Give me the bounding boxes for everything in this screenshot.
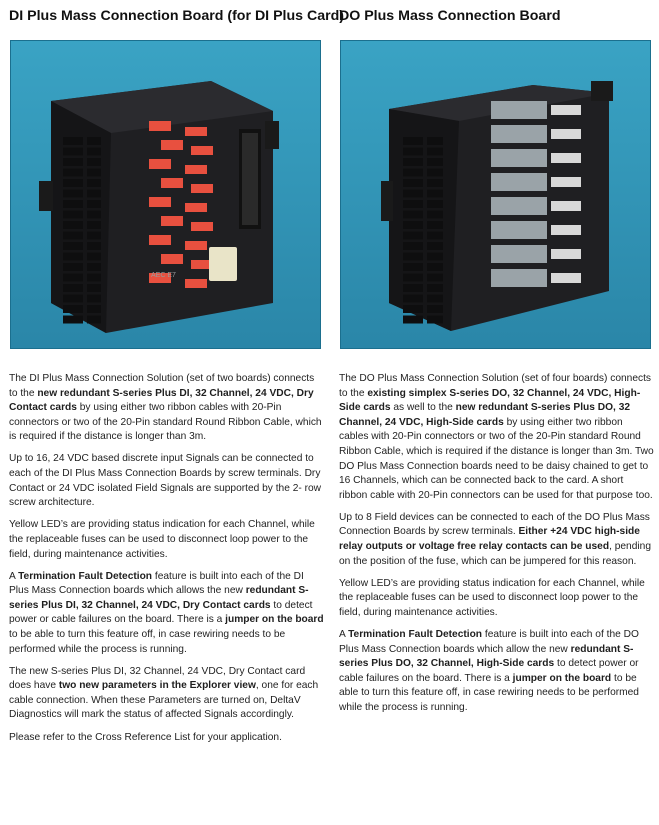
text-run: , one for each cable connection. When these Parameters are turned on, DeltaV Diagnostics will mark the status of affected Signals accordingly. [9,680,319,721]
screw-terminal [427,148,443,156]
screw-terminal [403,148,423,156]
fuse [161,140,183,150]
text-run: by using either two ribbon cables with 20-Pin connectors or two of the 20-Pin standard Round Ribbon Cable, which is required if the distance is longer than 3m. [9,402,322,443]
screw-terminal [403,274,423,282]
screw-terminal [427,221,443,229]
screw-terminal [87,169,101,177]
fuse [551,129,581,139]
screw-terminal [87,274,101,282]
bold-text-run: Termination Fault Detection [348,629,483,640]
screw-terminal [403,221,423,229]
fuse [185,165,207,174]
screw-terminal [403,284,423,292]
screw-terminal [403,190,423,198]
screw-terminal [63,274,83,282]
screw-terminal [87,200,101,208]
text-run: to detect power or cable failures on the board. There is a [9,599,313,626]
do-plus-board-illustration [341,41,650,348]
screw-terminal [87,137,101,145]
screw-terminal [403,200,423,208]
text-run: Please refer to the Cross Reference List for your application. [9,731,282,743]
screw-terminal [87,232,101,240]
screw-terminal [63,305,83,313]
screw-terminal [63,169,83,177]
fuse [149,197,171,207]
screw-terminal [63,316,83,324]
text-run: Yellow LED’s are providing status indication for each Channel, while the replaceable fuses can be used to disconnect loop power to the field, during maintenance activities. [339,577,645,618]
screw-terminal [403,253,423,261]
screw-terminal [87,242,101,250]
relay [491,245,547,263]
screw-terminal [403,211,423,219]
fuse [551,201,581,211]
screw-terminal [427,179,443,187]
screw-terminal [63,211,83,219]
di-plus-board-illustration [11,41,320,348]
screw-terminal [403,179,423,187]
do-plus-description [339,372,654,723]
screw-terminal [87,190,101,198]
text-run: Up to 16, 24 VDC based discrete input Signals can be connected to each of the DI Plus Mass Connection Boards by screw terminals. Dry Contact or 24 VDC isolated Field Signals are supported by the 2- row screw architecture. [9,453,322,509]
screw-terminal [87,179,101,187]
screw-terminal [427,295,443,303]
text-run: The DI Plus Mass Connection Solution (set of two boards) connects to the [9,373,315,399]
fuse [149,159,171,169]
screw-terminal [427,316,443,324]
screw-terminal [63,263,83,271]
bold-text-run: redundant S-series Plus DO, 32 Channel, High-Side cards [339,643,634,670]
screw-terminal [63,253,83,261]
paragraph [9,570,324,658]
di-plus-description [9,372,324,753]
screw-terminal [403,316,423,324]
text-run: as well to the [390,402,456,414]
paragraph [9,452,324,510]
paragraph [9,665,324,723]
paragraph [9,372,324,445]
bold-text-run: new redundant S-series Plus DO, 32 Channel, 24 VDC, High-Side cards [339,402,631,428]
text-run: The DO Plus Mass Connection Solution (set of four boards) connects to the [339,373,652,399]
board-silkscreen-label: AEC E7 [151,272,176,279]
screw-terminal [63,148,83,156]
screw-terminal [63,232,83,240]
text-run: The new S-series Plus DI, 32 Channel, 24 VDC, Dry Contact card does have [9,665,306,692]
screw-terminal [87,253,101,261]
screw-terminal [87,263,101,271]
paragraph [339,577,654,621]
text-run: by using either two ribbon cables with 20-Pin connectors or two of the 20-Pin standard Round Ribbon Cable, which is required if the distance is longer than 3m. Two DO Plus Mass Connection boards need to be daisy chained to get to 16 Channels, which can be connected back to the card. A short ribbon cable with 20-Pin connectors can be used for that purpose too. [339,416,654,501]
paragraph [9,518,324,562]
text-run: A [9,570,19,582]
relay-component [209,247,237,281]
screw-terminal [63,137,83,145]
screw-terminal [63,242,83,250]
fuse [149,235,171,245]
bold-text-run: jumper on the board [512,672,612,684]
bold-text-run: jumper on the board [225,614,324,626]
screw-terminal [427,284,443,292]
screw-terminal [427,263,443,271]
bold-text-run: Either +24 VDC high-side relay outputs or voltage free relay contacts can be used [339,526,640,553]
fuse [161,178,183,188]
text-run: to be able to turn this feature off, in case rewiring needs to be performed while the process is running. [9,629,286,655]
fuse [191,184,213,193]
paragraph [339,511,654,569]
fuse [551,177,581,187]
paragraph [339,628,654,716]
text-run: feature is built into each of the DO Plus Mass Connection boards which allow the new [339,629,639,655]
di-plus-column [9,0,345,27]
screw-terminal [403,305,423,313]
screw-terminal [403,242,423,250]
bold-text-run: Termination Fault Detection [18,570,153,582]
screw-terminal [63,190,83,198]
text-run: to be able to turn this feature off, in case rewiring needs to be performed while the process is running. [339,672,639,713]
text-run: , pending on the position of the fuse, which can be jumpered for this reason. [339,541,651,567]
fuse [191,146,213,155]
screw-terminal [63,295,83,303]
screw-terminal [427,200,443,208]
do-plus-column [339,0,654,27]
di-plus-heading: DI Plus Mass Connection Board (for DI Plus Card) [9,8,345,24]
screw-terminal [427,274,443,282]
do-plus-heading: DO Plus Mass Connection Board [339,8,561,24]
screw-terminal [427,169,443,177]
fuse [551,153,581,163]
screw-terminal [427,242,443,250]
screw-terminal [427,253,443,261]
screw-terminal [403,169,423,177]
fuse [185,279,207,288]
fuse [185,127,207,136]
screw-terminal [63,158,83,166]
di-plus-board-photo [10,40,321,349]
fuse [161,254,183,264]
relay [491,197,547,215]
screw-terminal [427,232,443,240]
screw-terminal [87,158,101,166]
bold-text-run: two new parameters in the Explorer view [58,680,256,692]
fuse [551,273,581,283]
fuse [551,225,581,235]
screw-terminal [427,211,443,219]
fuse [161,216,183,226]
relay [491,173,547,191]
screw-terminal [63,200,83,208]
bold-text-run: existing simplex S-series DO, 32 Channel, 24 VDC, High-Side cards [339,387,641,414]
paragraph [339,372,654,503]
screw-terminal [403,137,423,145]
paragraph [9,731,324,746]
do-plus-board-photo [340,40,651,349]
fuse [551,105,581,115]
text-run: Yellow LED’s are providing status indication for each Channel, while the replaceable fuses can be used to disconnect loop power to the field, during maintenance activities. [9,519,315,560]
screw-terminal [87,148,101,156]
screw-terminal [427,305,443,313]
screw-terminal [427,137,443,145]
text-run: A [339,629,349,640]
bold-text-run: new redundant S-series Plus DI, 32 Channel, 24 VDC, Dry Contact cards [9,387,314,414]
screw-terminal [403,263,423,271]
relay [491,149,547,167]
fuse [149,121,171,131]
relay [491,269,547,287]
fuse [185,241,207,250]
bold-text-run: redundant S-series Plus DI, 32 Channel, 24 VDC, Dry Contact cards [9,585,309,611]
screw-terminal [63,221,83,229]
screw-terminal [87,284,101,292]
screw-terminal [87,316,101,324]
screw-terminal [87,295,101,303]
fuse [551,249,581,259]
text-run: to detect power or cable failures on the board. There is a [339,658,639,684]
screw-terminal [87,305,101,313]
fuse [185,203,207,212]
text-run: Up to 8 Field devices can be connected to each of the DO Plus Mass Connection Boards by screw terminals. [339,511,650,538]
screw-terminal [63,179,83,187]
screw-terminal [427,158,443,166]
screw-terminal [403,158,423,166]
relay [491,101,547,119]
fuse [191,222,213,231]
screw-terminal [403,295,423,303]
screw-terminal [427,190,443,198]
screw-terminal [87,211,101,219]
screw-terminal [403,232,423,240]
text-run: feature is built into each of the DI Plus Mass Connection boards which allows the new [9,570,304,597]
relay [491,221,547,239]
screw-terminal [87,221,101,229]
screw-terminal [63,284,83,292]
relay [491,125,547,143]
